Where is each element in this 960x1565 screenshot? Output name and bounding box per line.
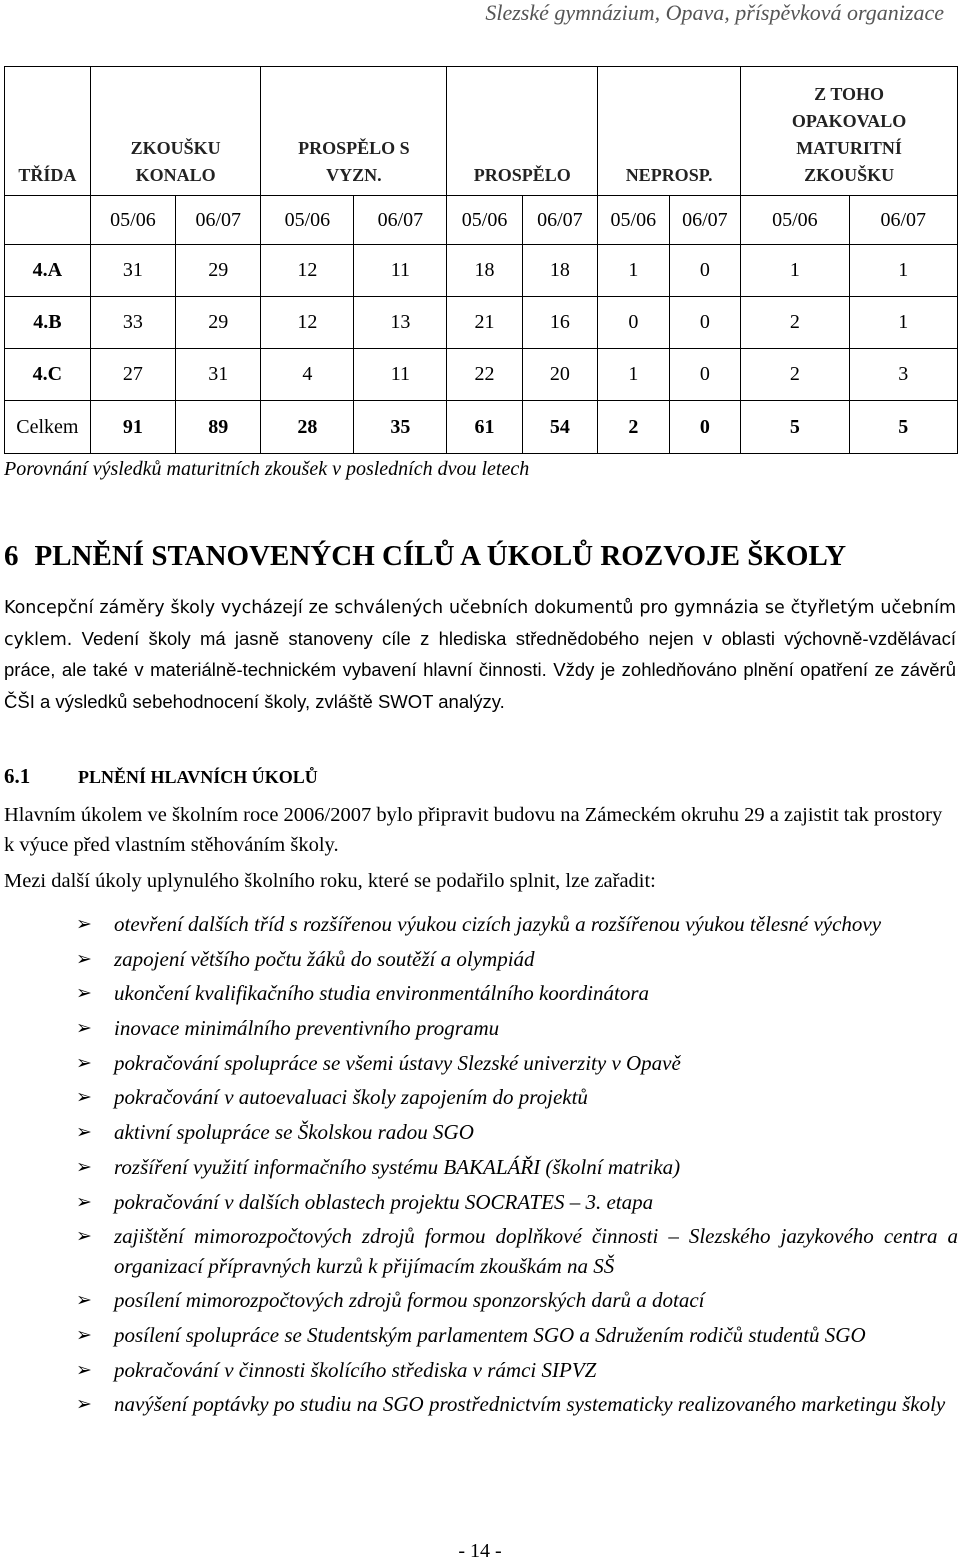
list-item-text: inovace minimálního preventivního programu [114, 1016, 500, 1041]
table-years-row [5, 196, 958, 245]
table-cell: 29 [176, 245, 261, 297]
list-item-text: rozšíření využití informačního systému BAKALÁŘI (školní matrika) [114, 1154, 681, 1179]
intro-paragraph [4, 594, 956, 718]
arrow-bullet-icon: ➢ [76, 1394, 92, 1416]
col-header-failed: NEPROSP. [598, 67, 741, 196]
list-item-text: otevření dalších tříd s rozšířenou výukou cizích jazyků a rozšířenou výukou tělesné výchovy [114, 912, 882, 936]
table-cell: 54 [522, 401, 597, 454]
table-cell: 11 [354, 245, 447, 297]
list-item-text: pokračování v autoevaluaci školy zapojením do projektů [114, 1085, 588, 1110]
arrow-bullet-icon: ➢ [76, 1226, 92, 1248]
table-cell: 12 [261, 297, 354, 349]
tasks-intro: Mezi další úkoly uplynulého školního roku, které se podařilo splnit, lze zařadit: [4, 870, 656, 892]
table-cell: 31 [90, 245, 175, 297]
table-caption: Porovnání výsledků maturitních zkoušek v posledních dvou letech [4, 458, 530, 480]
list-item-text: pokračování spolupráce se všemi ústavy Slezské univerzity v Opavě [114, 1050, 681, 1075]
list-item-text: ukončení kvalifikačního studia environmentálního koordinátora [114, 981, 650, 1006]
arrow-bullet-icon: ➢ [76, 1191, 92, 1213]
table-cell: 1 [849, 245, 957, 297]
list-item [0, 1286, 958, 1316]
arrow-bullet-icon: ➢ [76, 983, 92, 1005]
table-cell: 29 [176, 297, 261, 349]
table-cell: 2 [741, 297, 849, 349]
table-total-row [5, 401, 958, 454]
year-cell: 06/07 [849, 196, 957, 245]
col-header-took-exam: ZKOUŠKU KONALO [90, 67, 261, 196]
year-cell: 05/06 [447, 196, 522, 245]
table-cell: 2 [741, 349, 849, 401]
main-task-paragraph: Hlavním úkolem ve školním roce 2006/2007 bylo připravit budovu na Zámeckém okruhu 29 a zajistit tak prostory k výuce před vlastním stěhováním školy. [4, 804, 943, 856]
year-cell: 05/06 [261, 196, 354, 245]
arrow-bullet-icon: ➢ [76, 914, 92, 935]
table-cell: 20 [522, 349, 597, 401]
exam-results-table [4, 66, 958, 454]
arrow-bullet-icon: ➢ [76, 1052, 92, 1074]
arrow-bullet-icon: ➢ [76, 1122, 92, 1144]
table-cell: 1 [598, 245, 670, 297]
arrow-bullet-icon: ➢ [76, 1018, 92, 1040]
table-cell: 3 [849, 349, 957, 401]
table-row [5, 245, 958, 297]
list-item [0, 1153, 958, 1183]
list-item [0, 1083, 958, 1113]
list-item [0, 1356, 958, 1386]
table-cell: 33 [90, 297, 175, 349]
table-cell [5, 196, 91, 245]
table-cell: 0 [669, 245, 741, 297]
table-cell: 22 [447, 349, 522, 401]
year-cell: 06/07 [176, 196, 261, 245]
table-cell: 0 [669, 297, 741, 349]
arrow-bullet-icon: ➢ [76, 1325, 92, 1347]
table-cell: 0 [598, 297, 670, 349]
table-cell: 0 [669, 349, 741, 401]
list-item [0, 1390, 958, 1420]
list-item [0, 910, 958, 940]
list-item-text: posílení mimorozpočtových zdrojů formou sponzorských darů a dotací [114, 1288, 705, 1313]
list-item [0, 1049, 958, 1079]
list-item [0, 1321, 958, 1351]
col-header-repeated: Z TOHO OPAKOVALO MATURITNÍ ZKOUŠKU [741, 67, 958, 196]
table-cell: 21 [447, 297, 522, 349]
page-number: - 14 - [458, 1540, 502, 1562]
table-cell: 4 [261, 349, 354, 401]
table-cell: 91 [90, 401, 175, 454]
year-cell: 06/07 [354, 196, 447, 245]
list-item-text: aktivní spolupráce se Školskou radou SGO [114, 1120, 474, 1145]
paragraph-text: Vedení školy má jasně stanoveny cíle z hlediska střednědobého nejen v oblasti výchovně-vzdělávací práce, ale také v materiálně-technickém vybavení hlavní činnosti. [4, 627, 956, 680]
year-cell: 06/07 [522, 196, 597, 245]
table-cell: 16 [522, 297, 597, 349]
table-cell: 12 [261, 245, 354, 297]
table-cell: 5 [849, 401, 957, 454]
class-cell: 4.A [5, 245, 91, 297]
table-cell: 1 [598, 349, 670, 401]
col-header-passed: PROSPĚLO [447, 67, 598, 196]
list-item-text: zajištění mimorozpočtových zdrojů formou doplňkové činnosti – Slezského jazykového centra a organizací přípravných kurzů k přijímacím zkouškám na SŠ [114, 1224, 958, 1278]
table-cell: 1 [849, 297, 957, 349]
task-list [0, 910, 958, 1425]
table-cell: 28 [261, 401, 354, 454]
paragraph-text: Vždy je zohledňováno plnění opatření ze závěrů ČŠI a výsledků sebehodnocení školy, zvláště SWOT analýzy. [4, 659, 957, 712]
list-item [0, 1014, 958, 1044]
arrow-bullet-icon: ➢ [76, 948, 92, 970]
subsection-heading [4, 764, 318, 789]
col-header-passed-distinction: PROSPĚLO S VYZN. [261, 67, 447, 196]
list-item [0, 1222, 958, 1281]
subsection-title: PLNĚNÍ HLAVNÍCH ÚKOLŮ [78, 767, 318, 787]
page-header: Slezské gymnázium, Opava, příspěvková organizace [485, 0, 944, 25]
table-cell: 18 [522, 245, 597, 297]
table-cell: 0 [669, 401, 741, 454]
class-cell: 4.C [5, 349, 91, 401]
table-cell: 18 [447, 245, 522, 297]
table-row [5, 297, 958, 349]
subsection-number: 6.1 [4, 764, 31, 788]
section-title: PLNĚNÍ STANOVENÝCH CÍLŮ A ÚKOLŮ ROZVOJE ŠKOLY [34, 540, 847, 572]
table-cell: 1 [741, 245, 849, 297]
arrow-bullet-icon: ➢ [76, 1359, 92, 1381]
table-cell: 2 [598, 401, 670, 454]
list-item-text: pokračování v činnosti školícího střediska v rámci SIPVZ [114, 1357, 597, 1382]
year-cell: 05/06 [598, 196, 670, 245]
total-label-cell: Celkem [5, 401, 91, 454]
table-cell: 35 [354, 401, 447, 454]
list-item [0, 945, 958, 975]
table-cell: 31 [176, 349, 261, 401]
year-cell: 05/06 [741, 196, 849, 245]
list-item-text: zapojení většího počtu žáků do soutěží a olympiád [114, 946, 535, 971]
list-item-text: posílení spolupráce se Studentským parlamentem SGO a Sdružením rodičů studentů SGO [114, 1323, 866, 1348]
section-number: 6 [4, 540, 19, 572]
arrow-bullet-icon: ➢ [76, 1290, 92, 1312]
table-header-row [5, 67, 958, 196]
table-cell: 89 [176, 401, 261, 454]
table-cell: 5 [741, 401, 849, 454]
list-item-text: navýšení poptávky po studiu na SGO prostřednictvím systematicky realizovaného marketingu školy [114, 1392, 946, 1417]
list-item [0, 1188, 958, 1218]
table-cell: 61 [447, 401, 522, 454]
table-cell: 27 [90, 349, 175, 401]
paragraph-text: Koncepční záměry školy vycházejí ze schválených učebních dokumentů pro gymnázia se čtyřletým učebním cyklem. [4, 598, 956, 650]
list-item-text: pokračování v dalších oblastech projektu SOCRATES – 3. etapa [114, 1189, 654, 1214]
table-row [5, 349, 958, 401]
year-cell: 05/06 [90, 196, 175, 245]
list-item [0, 979, 958, 1009]
table-cell: 11 [354, 349, 447, 401]
col-header-class: TŘÍDA [5, 67, 91, 196]
table-cell: 13 [354, 297, 447, 349]
class-cell: 4.B [5, 297, 91, 349]
list-item [0, 1118, 958, 1148]
arrow-bullet-icon: ➢ [76, 1156, 92, 1178]
year-cell: 06/07 [669, 196, 741, 245]
arrow-bullet-icon: ➢ [76, 1087, 92, 1109]
section-heading [4, 540, 846, 573]
